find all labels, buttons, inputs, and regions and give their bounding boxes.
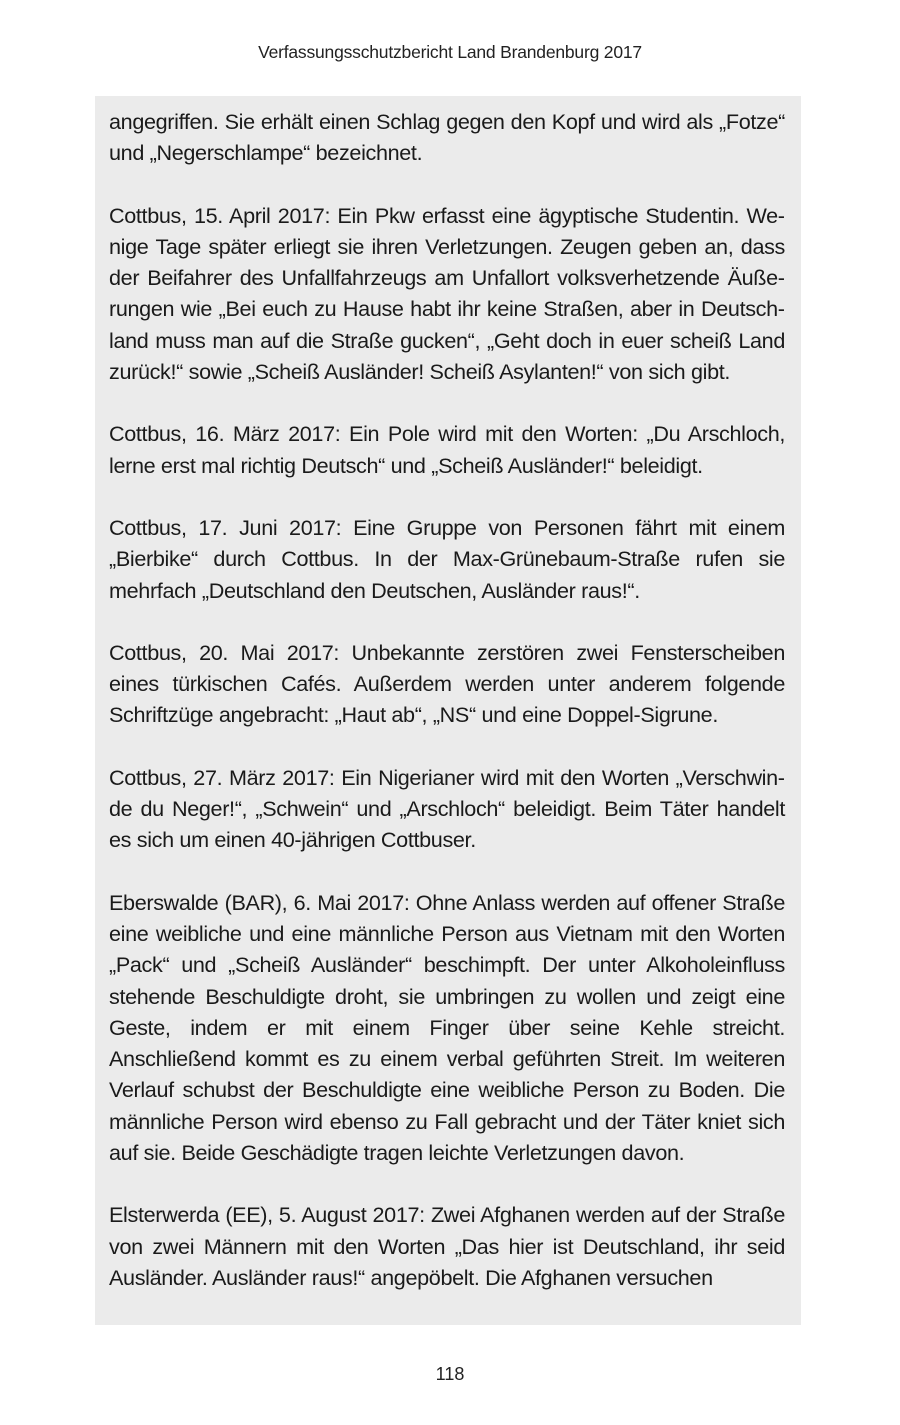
incident-paragraph-cottbus-april: Cottbus, 15. April 2017: Ein Pkw erfasst eine ägyptische Studentin. Wenige Tage später erliegt sie ihren Verletzungen. Zeugen geben an, dass der Beifahrer des Unfallfahrzeugs am Unfallort volksverhetzende Äußerungen wie „Bei euch zu Hause habt ihr keine Straßen, aber in Deutschland muss man auf die Straße gucken“, „Geht doch in euer scheiß Land zurück!“ sowie „Scheiß Ausländer! Scheiß Asylanten!“ von sich gibt.: [109, 202, 785, 385]
incident-list-box: [95, 96, 801, 1325]
incident-paragraph-elsterwerda: Elsterwerda (EE), 5. August 2017: Zwei Afghanen werden auf der Straße von zwei Männern mit den Worten „Das hier ist Deutschland, ihr seid Ausländer. Ausländer raus!“ angepöbelt. Die Afghanen versuchen: [109, 1202, 785, 1290]
page-number: 118: [435, 1364, 465, 1384]
incident-paragraph-cottbus-june: Cottbus, 17. Juni 2017: Eine Gruppe von Personen fährt mit einem „Bierbike“ durch Cottbus. In der Max-Grünebaum-Straße rufen sie mehrfach „Deutschland den Deutschen, Ausländer raus!“.: [109, 514, 785, 603]
incident-paragraph-continued: angegriffen. Sie erhält einen Schlag gegen den Kopf und wird als „Fotze“ und „Negerschlampe“ bezeichnet.: [109, 109, 785, 166]
running-header: Verfassungsschutzbericht Land Brandenburg 2017: [258, 42, 642, 62]
incident-paragraph-cottbus-may: Cottbus, 20. Mai 2017: Unbekannte zerstören zwei Fensterscheiben eines türkischen Cafés. Außerdem werden unter anderem folgende Schriftzüge angebracht: „Haut ab“, „NS“ und eine Doppel-Sigrune.: [109, 639, 785, 728]
incident-paragraph-cottbus-march-27: Cottbus, 27. März 2017: Ein Nigerianer wird mit den Worten „Verschwinde du Neger!“, „Schwein“ und „Arschloch“ beleidigt. Beim Täter handelt es sich um einen 40-jährigen Cottbuser.: [109, 764, 785, 853]
incident-paragraph-eberswalde: Eberswalde (BAR), 6. Mai 2017: Ohne Anlass werden auf offener Straße eine weibliche und eine männliche Person aus Vietnam mit den Worten „Pack“ und „Scheiß Ausländer“ beschimpft. Der unter Alkoholeinfluss stehende Beschuldigte droht, sie umbringen zu wollen und zeigt eine Geste, indem er mit einem Finger über seine Kehle streicht. Anschließend kommt es zu einem verbal geführten Streit. Im weiteren Verlauf schubst der Beschuldigte eine weibliche Person zu Boden. Die männliche Person wird ebenso zu Fall gebracht und der Täter kniet sich auf sie. Beide Geschädigte tragen leichte Verletzungen davon.: [109, 889, 785, 1166]
incident-paragraph-cottbus-march-16: Cottbus, 16. März 2017: Ein Pole wird mit den Worten: „Du Arschloch, lerne erst mal richtig Deutsch“ und „Scheiß Ausländer!“ beleidigt.: [109, 421, 785, 478]
